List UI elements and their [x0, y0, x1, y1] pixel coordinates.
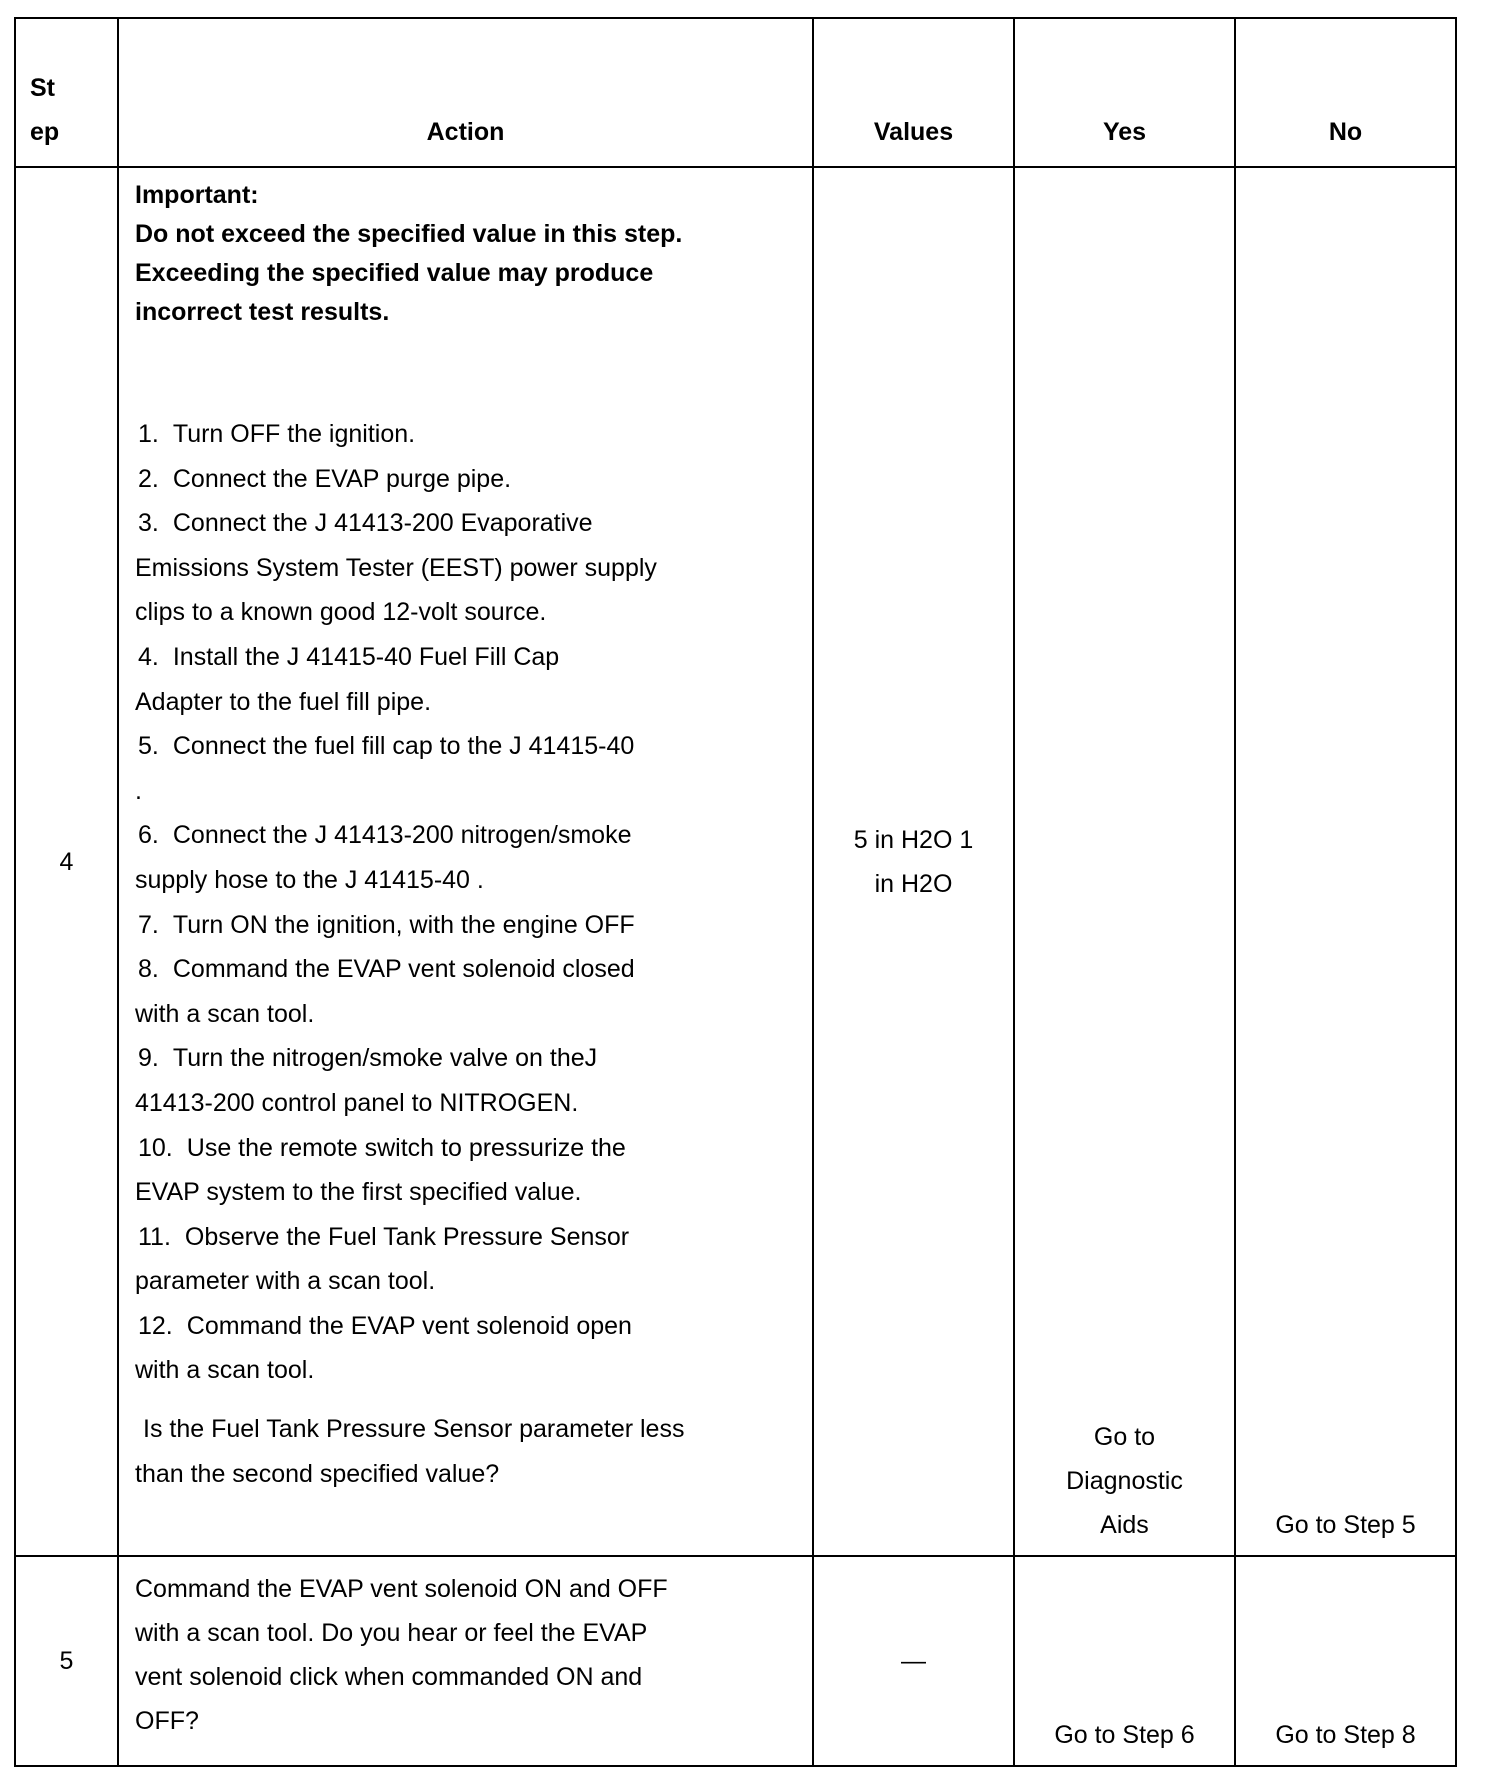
- procedure-step-text: Turn ON the ignition, with the engine OFF: [172, 910, 635, 939]
- step-number: 4: [15, 167, 118, 1556]
- important-line: incorrect test results.: [135, 298, 390, 326]
- yes-line: Aids: [1100, 1511, 1149, 1539]
- procedure-step: [135, 1215, 796, 1260]
- step-number: 5: [15, 1556, 118, 1766]
- procedure-step-text: Command the EVAP vent solenoid open: [186, 1311, 632, 1340]
- yes-cell: Go to Step 6: [1014, 1556, 1235, 1766]
- procedure-step-continuation: .: [135, 776, 142, 805]
- table-row-step-5: [15, 1556, 1456, 1766]
- procedure-step-number: 5.: [138, 732, 159, 761]
- no-cell: Go to Step 5: [1235, 167, 1456, 1556]
- procedure-step-text: Use the remote switch to pressurize the: [186, 1133, 626, 1162]
- procedure-step-number: 9.: [138, 1044, 159, 1073]
- header-step-line2: ep: [30, 118, 60, 146]
- diagnostic-table: [14, 17, 1457, 1767]
- procedure-step-number: 3.: [138, 509, 159, 538]
- procedure-step: [135, 457, 796, 502]
- procedure-step-number: 12.: [138, 1311, 173, 1340]
- header-values: Values: [813, 18, 1014, 167]
- procedure-step-text: Connect the fuel fill cap to the J 41415-40: [172, 732, 635, 761]
- important-label: Important:: [135, 181, 259, 209]
- value-line: in H2O: [874, 869, 953, 898]
- procedure-step-number: 2.: [138, 464, 159, 493]
- action-cell: [118, 1556, 813, 1766]
- procedure-step-continuation: 41413-200 control panel to NITROGEN.: [135, 1088, 579, 1117]
- action-line: vent solenoid click when commanded ON and: [135, 1663, 643, 1691]
- procedure-step-continuation: EVAP system to the first specified value.: [135, 1178, 582, 1207]
- action-cell: [118, 167, 813, 1556]
- procedure-step: [135, 1126, 796, 1171]
- procedure-step-number: 4.: [138, 642, 159, 671]
- action-line: with a scan tool. Do you hear or feel the EVAP: [135, 1619, 648, 1647]
- procedure-step-number: 1.: [138, 420, 159, 448]
- procedure-step: [135, 724, 796, 769]
- no-cell: Go to Step 8: [1235, 1556, 1456, 1766]
- procedure-step: [135, 813, 796, 858]
- procedure-step-number: 10.: [138, 1133, 173, 1162]
- procedure-step: [135, 635, 796, 680]
- values-cell: —: [813, 1556, 1014, 1766]
- procedure-step: [135, 412, 796, 457]
- value-line: 5 in H2O 1: [853, 825, 974, 854]
- procedure-step: [135, 903, 796, 948]
- action-line: OFF?: [135, 1707, 199, 1735]
- question-line: Is the Fuel Tank Pressure Sensor parameter less: [143, 1415, 685, 1444]
- important-line: Exceeding the specified value may produce: [135, 259, 654, 287]
- procedure-step-text: Turn the nitrogen/smoke valve on theJ: [172, 1044, 598, 1073]
- action-line: Command the EVAP vent solenoid ON and OFF: [135, 1575, 668, 1603]
- procedure-step: [135, 947, 796, 992]
- yes-line: Go to: [1093, 1423, 1156, 1451]
- important-line: Do not exceed the specified value in this step.: [135, 220, 683, 248]
- procedure-step: [135, 1304, 796, 1349]
- procedure-step-continuation: parameter with a scan tool.: [135, 1267, 436, 1296]
- procedure-step-number: 8.: [138, 955, 159, 984]
- procedure-step-text: Observe the Fuel Tank Pressure Sensor: [184, 1222, 630, 1251]
- procedure-step-number: 7.: [138, 910, 159, 939]
- header-action: Action: [118, 18, 813, 167]
- yes-line: Diagnostic: [1066, 1467, 1183, 1495]
- procedure-step-continuation: Adapter to the fuel fill pipe.: [135, 687, 432, 716]
- procedure-step-continuation: with a scan tool.: [135, 1356, 315, 1385]
- procedure-step-continuation: with a scan tool.: [135, 999, 315, 1028]
- procedure-step-continuation: supply hose to the J 41415-40 .: [135, 865, 484, 894]
- procedure-step: [135, 501, 796, 546]
- procedure-step-number: 11.: [138, 1222, 171, 1251]
- procedure-step-text: Turn OFF the ignition.: [172, 420, 416, 448]
- procedure-step-text: Connect the EVAP purge pipe.: [172, 464, 512, 493]
- header-no: No: [1235, 18, 1456, 167]
- header-step-line1: St: [30, 74, 55, 102]
- values-cell: [813, 167, 1014, 1556]
- procedure-step-text: Connect the J 41413-200 nitrogen/smoke: [172, 821, 632, 850]
- procedure-step-text: Install the J 41415-40 Fuel Fill Cap: [172, 642, 560, 671]
- procedure-list: [135, 412, 796, 1393]
- header-row: [15, 18, 1456, 167]
- header-yes: Yes: [1014, 18, 1235, 167]
- procedure-step-continuation: clips to a known good 12-volt source.: [135, 598, 547, 627]
- yes-cell: [1014, 167, 1235, 1556]
- question-line: than the second specified value?: [135, 1459, 500, 1488]
- procedure-step: [135, 1036, 796, 1081]
- header-step: [15, 18, 118, 167]
- table-row-step-4: [15, 167, 1456, 1556]
- question: [135, 1407, 796, 1496]
- procedure-step-number: 6.: [138, 821, 159, 850]
- procedure-step-text: Command the EVAP vent solenoid closed: [172, 955, 635, 984]
- procedure-step-text: Connect the J 41413-200 Evaporative: [172, 509, 593, 538]
- procedure-step-continuation: Emissions System Tester (EEST) power supply: [135, 553, 657, 582]
- important-note: [135, 168, 796, 332]
